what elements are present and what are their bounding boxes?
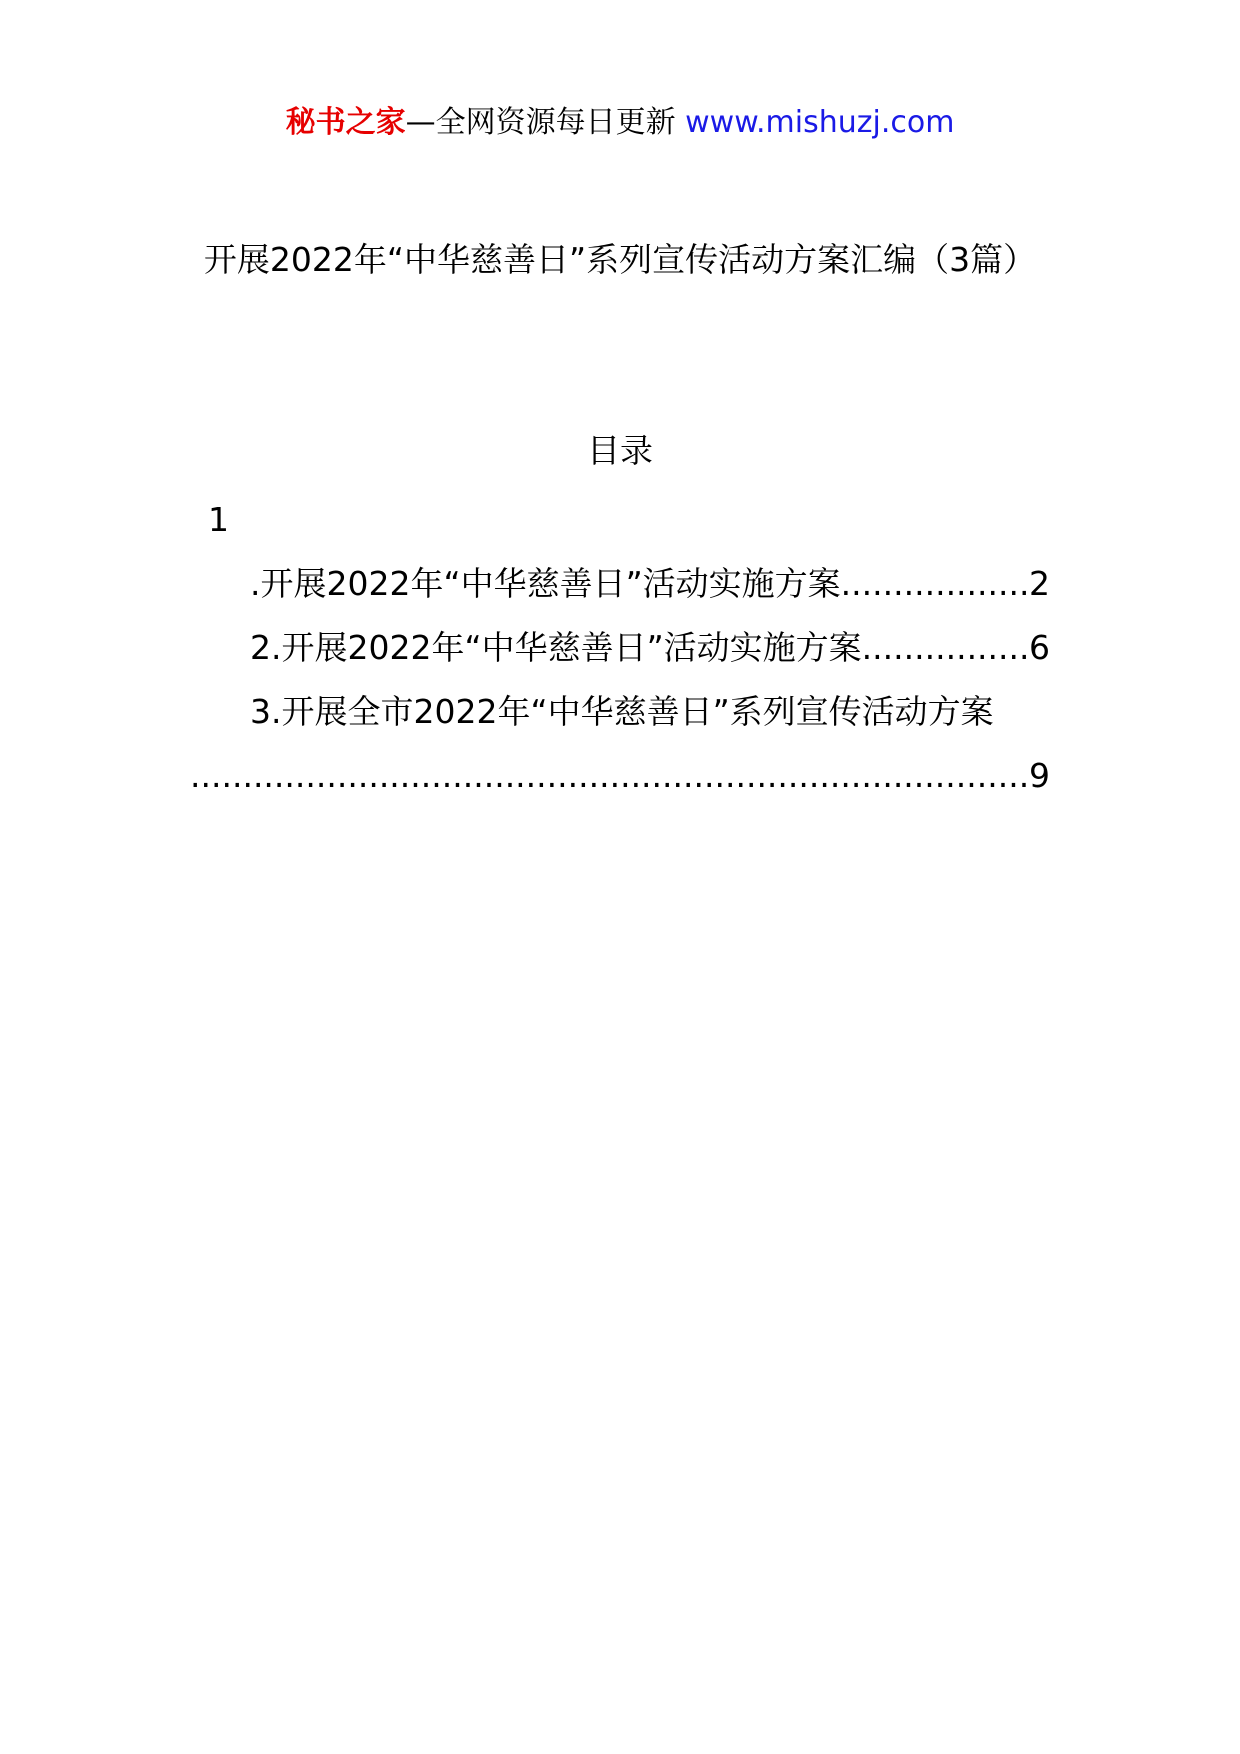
- toc-item-2-label: 2.开展2022年“中华慈善日”活动实施方案: [250, 628, 862, 667]
- toc-item-1-page: 2: [1029, 564, 1050, 603]
- toc-item-1-number: 1: [208, 500, 229, 539]
- toc-item-number-line: [190, 488, 1050, 552]
- site-slogan: —全网资源每日更新: [405, 105, 676, 140]
- toc-leader-dots: [190, 744, 1029, 808]
- toc-item-1[interactable]: [190, 552, 1050, 616]
- toc-item-3[interactable]: [190, 680, 1050, 744]
- toc-item-3-page: 9: [1029, 756, 1050, 795]
- brand-name: 秘书之家: [285, 105, 406, 140]
- toc-item-1-label: .开展2022年“中华慈善日”活动实施方案: [250, 564, 841, 603]
- toc-leader-dots: [862, 616, 1029, 680]
- toc-item-3-label: 3.开展全市2022年“中华慈善日”系列宣传活动方案: [250, 692, 994, 731]
- toc-leader-dots: [841, 552, 1029, 616]
- site-header: [0, 100, 1240, 146]
- table-of-contents: [190, 488, 1050, 808]
- toc-item-2-page: 6: [1029, 628, 1050, 667]
- site-url[interactable]: www.mishuzj.com: [685, 105, 955, 140]
- document-title: 开展2022年“中华慈善日”系列宣传活动方案汇编（3篇）: [203, 240, 1037, 279]
- toc-item-2[interactable]: [190, 616, 1050, 680]
- toc-heading: 目录: [587, 431, 653, 470]
- toc-item-3-continuation[interactable]: [190, 744, 1050, 808]
